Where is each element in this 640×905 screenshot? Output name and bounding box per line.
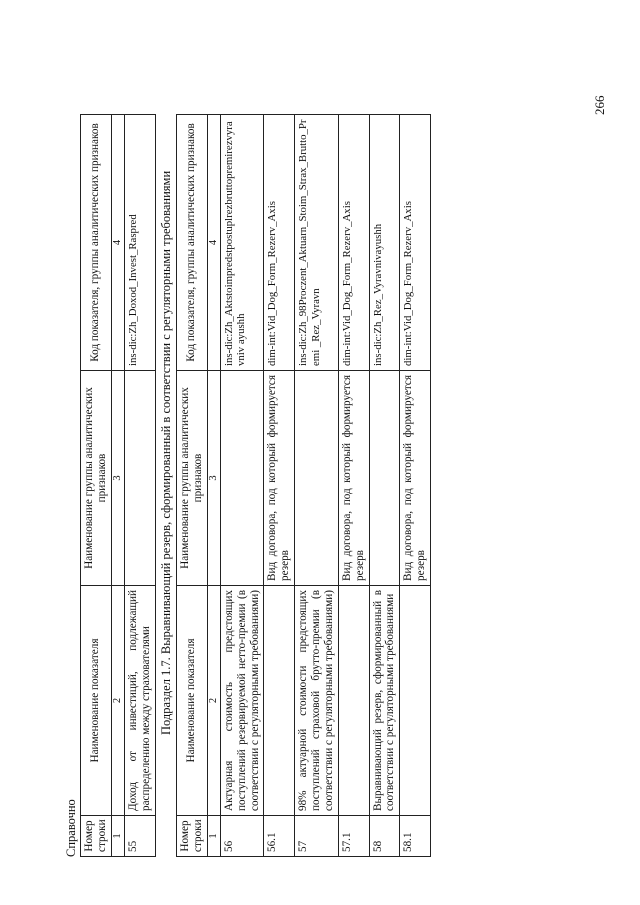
indicator-name: Доход от инвестиций, подлежащий распределению между страхователями (124, 586, 155, 816)
reference-caption: Справочно (64, 799, 78, 857)
group-name (295, 371, 339, 586)
indicator-name: Выравнивающий резерв, сформированный в соответствии с регуляторными требованиями (369, 586, 400, 816)
row-number: 57.1 (338, 816, 369, 857)
group-name (124, 371, 155, 586)
subsection-header-row (177, 115, 208, 857)
table-row (400, 115, 431, 857)
header-row-number: Номер строки (177, 816, 208, 857)
group-name (369, 371, 400, 586)
indicator-code: dim-int:Vid_Dog_Form_Rezerv_Axis (400, 115, 431, 371)
table-row (264, 115, 295, 857)
column-number: 4 (111, 115, 124, 371)
row-number: 58.1 (400, 816, 431, 857)
reference-header-row (81, 115, 112, 857)
row-number: 56.1 (264, 816, 295, 857)
header-group-name: Наименование группы аналитических признаков (81, 371, 112, 586)
table-row (338, 115, 369, 857)
header-code: Код показателя, группы аналитических признаков (177, 115, 208, 371)
indicator-code: dim-int:Vid_Dog_Form_Rezerv_Axis (264, 115, 295, 371)
indicator-name: 98% актуарной стоимости предстоящих поступлений страховой брутто-премии (в соответствии с регуляторными требованиями) (295, 586, 339, 816)
row-number: 55 (124, 816, 155, 857)
group-name (220, 371, 264, 586)
indicator-code: ins-dic:Zh_Aktstoimpredstpostuplrezbruttopremirezvyravniv ayushh (220, 115, 264, 371)
indicator-name (400, 586, 431, 816)
reference-table (80, 114, 156, 857)
indicator-code: ins-dic:Zh_Doxod_Invest_Raspred (124, 115, 155, 371)
table-row (124, 115, 155, 857)
header-code: Код показателя, группы аналитических признаков (81, 115, 112, 371)
page-number: 266 (592, 95, 607, 115)
column-number: 1 (111, 816, 124, 857)
row-number: 57 (295, 816, 339, 857)
group-name: Вид договора, под который формируется резерв (400, 371, 431, 586)
column-number: 2 (111, 586, 124, 816)
column-number: 3 (111, 371, 124, 586)
header-indicator-name: Наименование показателя (81, 586, 112, 816)
subsection-table (176, 114, 431, 857)
indicator-name (264, 586, 295, 816)
indicator-code: ins-dic:Zh_Rez_Vyravnivayushh (369, 115, 400, 371)
group-name: Вид договора, под который формируется резерв (338, 371, 369, 586)
indicator-code: ins-dic:Zh_98Proczent_Aktuarn_Stoim_Strax_Brutto_Premi _Rez_Vyravn (295, 115, 339, 371)
column-number: 1 (207, 816, 220, 857)
header-group-name: Наименование группы аналитических признаков (177, 371, 208, 586)
header-row-number: Номер строки (81, 816, 112, 857)
table-row (220, 115, 264, 857)
indicator-name: Актуарная стоимость предстоящих поступлений резервируемой нетто-премии (в соответствии с регуляторными требованиями) (220, 586, 264, 816)
column-number: 4 (207, 115, 220, 371)
group-name: Вид договора, под который формируется резерв (264, 371, 295, 586)
indicator-code: dim-int:Vid_Dog_Form_Rezerv_Axis (338, 115, 369, 371)
row-number: 58 (369, 816, 400, 857)
column-number: 3 (207, 371, 220, 586)
indicator-name (338, 586, 369, 816)
table-row (369, 115, 400, 857)
row-number: 56 (220, 816, 264, 857)
table-row (295, 115, 339, 857)
column-number: 2 (207, 586, 220, 816)
reference-column-numbers (111, 115, 124, 857)
subsection-column-numbers (207, 115, 220, 857)
subsection-caption: Подраздел 1.7. Выравнивающий резерв, сформированный в соответствии с регуляторными требованиями (159, 170, 173, 735)
header-indicator-name: Наименование показателя (177, 586, 208, 816)
